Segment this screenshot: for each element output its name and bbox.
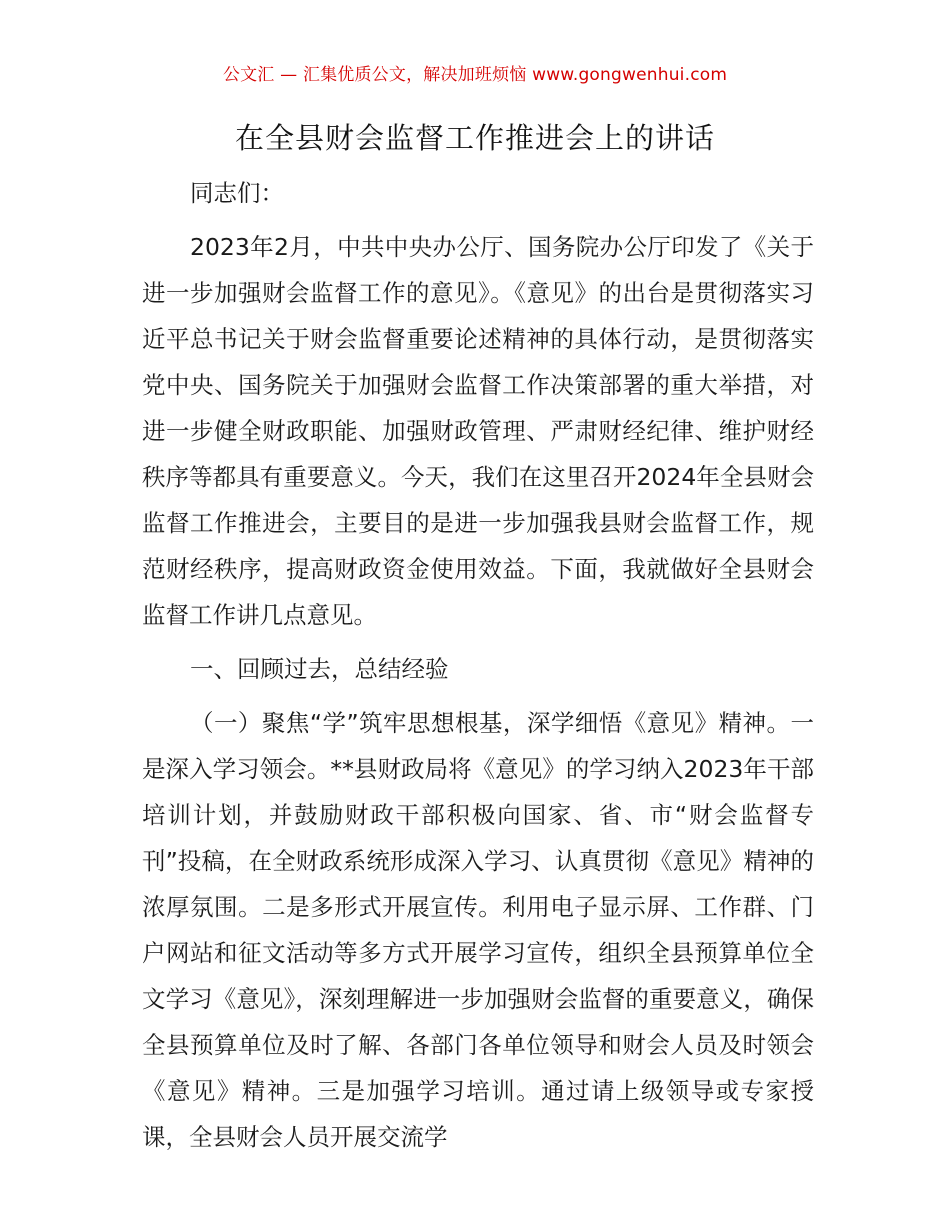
salutation: 同志们：: [190, 179, 284, 207]
document-body: [142, 170, 814, 1168]
section-heading: 一、回顾过去，总结经验: [190, 655, 449, 683]
header-banner: 公文汇 — 汇集优质公文，解决加班烦恼 www.gongwenhui.com: [222, 65, 728, 85]
paragraph: 2023年2月，中共中央办公厅、国务院办公厅印发了《关于进一步加强财会监督工作的意见》。《意见》的出台是贯彻落实习近平总书记关于财会监督重要论述精神的具体行动，是贯彻落实党中央、国务院关于加强财会监督工作决策部署的重大举措，对进一步健全财政职能、加强财政管理、严肃财经纪律、维护财经秩序等都具有重要意义。今天，我们在这里召开2024年全县财会监督工作推进会，主要目的是进一步加强我县财会监督工作，规范财经秩序，提高财政资金使用效益。下面，我就做好全县财会监督工作讲几点意见。: [142, 233, 814, 629]
paragraph: （一）聚焦“学”筑牢思想根基，深学细悟《意见》精神。一是深入学习领会。**县财政局将《意见》的学习纳入2023年干部培训计划，并鼓励财政干部积极向国家、省、市“财会监督专刊”投稿，在全财政系统形成深入学习、认真贯彻《意见》精神的浓厚氛围。二是多形式开展宣传。利用电子显示屏、工作群、门户网站和征文活动等多方式开展学习宣传，组织全县预算单位全文学习《意见》，深刻理解进一步加强财会监督的重要意义，确保全县预算单位及时了解、各部门各单位领导和财会人员及时领会《意见》精神。三是加强学习培训。通过请上级领导或专家授课，全县财会人员开展交流学: [142, 709, 814, 1151]
page-title: 在全县财会监督工作推进会上的讲话: [234, 121, 715, 155]
